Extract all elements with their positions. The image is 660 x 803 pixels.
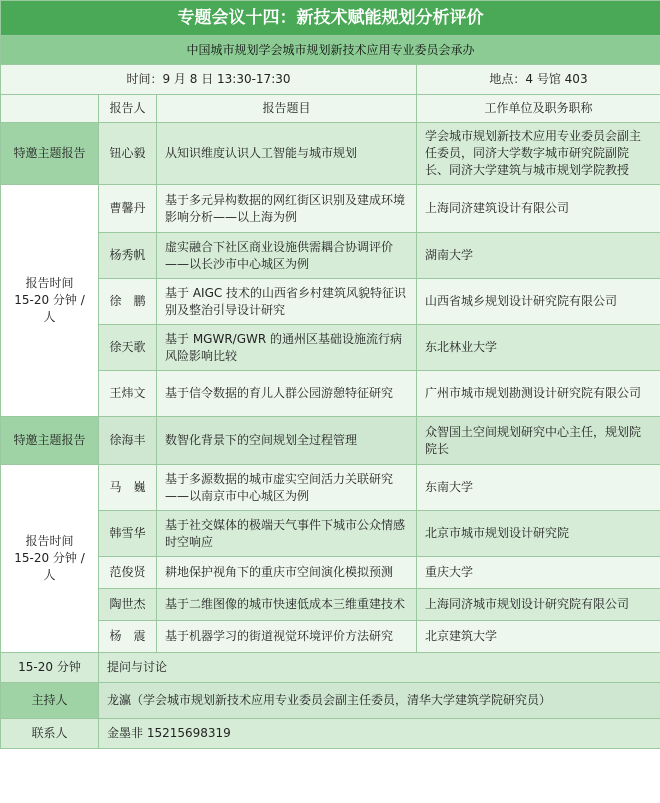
session-location: 地点：4 号馆 403 bbox=[417, 65, 660, 95]
report-topic: 基于二维图像的城市快速低成本三维重建技术 bbox=[157, 589, 417, 621]
duration-line-1: 报告时间 bbox=[25, 276, 74, 290]
reporter-name: 徐海丰 bbox=[99, 417, 157, 465]
reporter-affiliation: 众智国土空间规划研究中心主任，规划院院长 bbox=[417, 417, 660, 465]
report-topic: 虚实融合下社区商业设施供需耦合协调评价——以长沙市中心城区为例 bbox=[157, 233, 417, 279]
host-text: 龙瀛（学会城市规划新技术应用专业委员会副主任委员，清华大学建筑学院研究员） bbox=[99, 683, 660, 719]
report-topic: 耕地保护视角下的重庆市空间演化模拟预测 bbox=[157, 557, 417, 589]
session-time: 时间：9 月 8 日 13:30-17:30 bbox=[1, 65, 417, 95]
report-topic: 从知识维度认识人工智能与城市规划 bbox=[157, 123, 417, 185]
report-duration-label bbox=[1, 465, 99, 653]
qa-duration: 15-20 分钟 bbox=[1, 653, 99, 683]
reporter-affiliation: 湖南大学 bbox=[417, 233, 660, 279]
reporter-affiliation: 重庆大学 bbox=[417, 557, 660, 589]
report-topic: 数智化背景下的空间规划全过程管理 bbox=[157, 417, 417, 465]
header-reporter: 报告人 bbox=[99, 95, 157, 123]
reporter-name: 曹馨丹 bbox=[99, 185, 157, 233]
report-topic: 基于 AIGC 技术的山西省乡村建筑风貌特征识别及整治引导设计研究 bbox=[157, 279, 417, 325]
reporter-affiliation: 广州市城市规划勘测设计研究院有限公司 bbox=[417, 371, 660, 417]
keynote-label: 特邀主题报告 bbox=[1, 417, 99, 465]
reporter-affiliation: 山西省城乡规划设计研究院有限公司 bbox=[417, 279, 660, 325]
report-topic: 基于社交媒体的极端天气事件下城市公众情感时空响应 bbox=[157, 511, 417, 557]
reporter-name: 徐 鹏 bbox=[99, 279, 157, 325]
reporter-affiliation: 北京市城市规划设计研究院 bbox=[417, 511, 660, 557]
reporter-affiliation: 上海同济建筑设计有限公司 bbox=[417, 185, 660, 233]
report-duration-label bbox=[1, 185, 99, 417]
report-topic: 基于信令数据的育儿人群公园游憩特征研究 bbox=[157, 371, 417, 417]
report-topic: 基于多源数据的城市虚实空间活力关联研究——以南京市中心城区为例 bbox=[157, 465, 417, 511]
reporter-name: 马 巍 bbox=[99, 465, 157, 511]
reporter-affiliation: 东北林业大学 bbox=[417, 325, 660, 371]
duration-line-2: 15-20 分钟 / 人 bbox=[14, 551, 85, 582]
organizer-line: 中国城市规划学会城市规划新技术应用专业委员会承办 bbox=[1, 36, 660, 65]
reporter-name: 韩雪华 bbox=[99, 511, 157, 557]
header-affiliation: 工作单位及职务职称 bbox=[417, 95, 660, 123]
keynote-label: 特邀主题报告 bbox=[1, 123, 99, 185]
duration-line-2: 15-20 分钟 / 人 bbox=[14, 293, 85, 324]
report-topic: 基于多元异构数据的网红街区识别及建成环境影响分析——以上海为例 bbox=[157, 185, 417, 233]
reporter-name: 杨 震 bbox=[99, 621, 157, 653]
contact-label: 联系人 bbox=[1, 719, 99, 749]
host-label: 主持人 bbox=[1, 683, 99, 719]
contact-text: 金墨非 15215698319 bbox=[99, 719, 660, 749]
reporter-name: 杨秀帆 bbox=[99, 233, 157, 279]
reporter-name: 范俊贤 bbox=[99, 557, 157, 589]
reporter-affiliation: 学会城市规划新技术应用专业委员会副主任委员，同济大学数字城市研究院副院长、同济大学建筑与城市规划学院教授 bbox=[417, 123, 660, 185]
report-topic: 基于 MGWR/GWR 的通州区基础设施流行病风险影响比较 bbox=[157, 325, 417, 371]
reporter-affiliation: 东南大学 bbox=[417, 465, 660, 511]
reporter-name: 钮心毅 bbox=[99, 123, 157, 185]
reporter-affiliation: 上海同济城市规划设计研究院有限公司 bbox=[417, 589, 660, 621]
qa-text: 提问与讨论 bbox=[99, 653, 660, 683]
duration-line-1: 报告时间 bbox=[25, 534, 74, 548]
reporter-name: 徐天歌 bbox=[99, 325, 157, 371]
page-title: 专题会议十四：新技术赋能规划分析评价 bbox=[1, 1, 660, 36]
reporter-name: 陶世杰 bbox=[99, 589, 157, 621]
header-topic: 报告题目 bbox=[157, 95, 417, 123]
header-blank bbox=[1, 95, 99, 123]
reporter-affiliation: 北京建筑大学 bbox=[417, 621, 660, 653]
report-topic: 基于机器学习的街道视觉环境评价方法研究 bbox=[157, 621, 417, 653]
reporter-name: 王炜文 bbox=[99, 371, 157, 417]
